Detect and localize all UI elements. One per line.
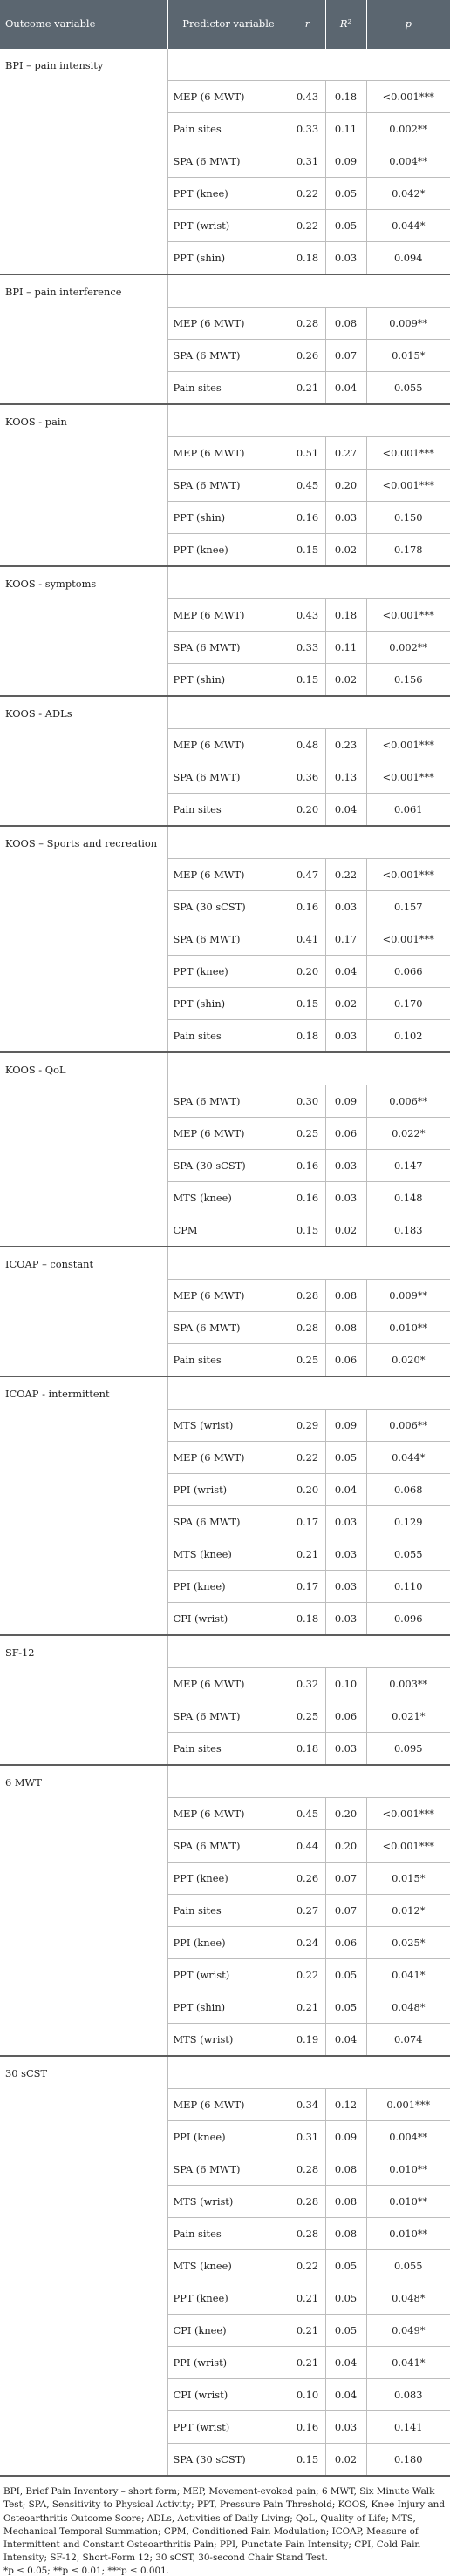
r-cell: 0.41 [290,923,325,956]
predictor-cell: SPA (6 MWT) [167,1830,290,1863]
predictor-cell: PPI (wrist) [167,2347,290,2379]
p-cell: 0.009** [366,1280,450,1312]
p-cell: 0.178 [366,534,450,567]
p-cell: 0.021* [366,1700,450,1733]
r-cell: 0.20 [290,794,325,827]
r-cell: 0.16 [290,1182,325,1214]
predictor-cell: Pain sites [167,1344,290,1377]
group-heading-spacer [167,1765,450,1798]
r2-cell: 0.17 [325,923,366,956]
r-cell: 0.16 [290,1150,325,1182]
footnote-significance: *p ≤ 0.05; **p ≤ 0.01; ***p ≤ 0.001. [3,2565,169,2576]
r2-cell: 0.07 [325,1895,366,1927]
r-cell: 0.28 [290,2153,325,2186]
predictor-cell: Pain sites [167,1895,290,1927]
predictor-cell: SPA (30 sCST) [167,2444,290,2477]
group-heading-row [0,404,450,437]
p-cell: 0.004** [366,145,450,178]
r-cell: 0.18 [290,1603,325,1636]
r2-cell: 0.04 [325,2347,366,2379]
r2-cell: 0.03 [325,1182,366,1214]
r2-cell: 0.05 [325,1959,366,1991]
r2-cell: 0.06 [325,1700,366,1733]
predictor-cell: Pain sites [167,372,290,405]
r-cell: 0.16 [290,502,325,534]
predictor-cell: Pain sites [167,794,290,827]
r-cell: 0.27 [290,1895,325,1927]
r2-cell: 0.08 [325,2153,366,2186]
r2-cell: 0.08 [325,308,366,340]
p-cell: 0.010** [366,1312,450,1344]
r-cell: 0.16 [290,891,325,923]
p-cell: 0.022* [366,1118,450,1150]
predictor-cell: PPI (knee) [167,2121,290,2153]
r-cell: 0.22 [290,210,325,242]
r-cell: 0.15 [290,1214,325,1247]
r2-cell: 0.18 [325,599,366,632]
r-cell: 0.26 [290,1863,325,1895]
predictor-cell: MEP (6 MWT) [167,1442,290,1474]
r2-cell: 0.04 [325,956,366,988]
predictor-cell: Pain sites [167,1733,290,1766]
predictor-cell: SPA (6 MWT) [167,145,290,178]
predictor-cell: SPA (6 MWT) [167,923,290,956]
r-cell: 0.20 [290,1474,325,1506]
r-cell: 0.18 [290,242,325,275]
p-cell: 0.010** [366,2218,450,2250]
r2-cell: 0.03 [325,1506,366,1538]
r2-cell: 0.03 [325,502,366,534]
r-cell: 0.36 [290,761,325,794]
r-cell: 0.16 [290,2411,325,2444]
r-cell: 0.31 [290,2121,325,2153]
r-cell: 0.20 [290,956,325,988]
r-cell: 0.44 [290,1830,325,1863]
outcome-cell: 6 MWT [0,1765,167,2056]
r2-cell: 0.03 [325,1538,366,1571]
p-cell: 0.102 [366,1020,450,1053]
r2-cell: 0.05 [325,2250,366,2282]
group-heading-row [0,696,450,729]
r2-cell: 0.09 [325,145,366,178]
predictor-cell: MTS (knee) [167,2250,290,2282]
r-cell: 0.21 [290,372,325,405]
r-cell: 0.17 [290,1506,325,1538]
r2-cell: 0.05 [325,2315,366,2347]
p-cell: 0.041* [366,1959,450,1991]
r2-cell: 0.03 [325,891,366,923]
r2-cell: 0.04 [325,372,366,405]
r2-cell: 0.11 [325,113,366,145]
p-cell: 0.170 [366,988,450,1020]
p-cell: 0.006** [366,1085,450,1118]
p-cell: 0.020* [366,1344,450,1377]
r-cell: 0.43 [290,599,325,632]
r2-cell: 0.02 [325,1214,366,1247]
predictor-cell: SPA (30 sCST) [167,891,290,923]
r-cell: 0.43 [290,81,325,113]
r-cell: 0.34 [290,2089,325,2121]
r2-cell: 0.04 [325,2024,366,2057]
group-heading-spacer [167,2056,450,2089]
p-cell: 0.009** [366,308,450,340]
group-heading-row [0,2056,450,2089]
predictor-cell: SPA (6 MWT) [167,1312,290,1344]
predictor-cell: PPT (knee) [167,2282,290,2315]
predictor-cell: CPI (wrist) [167,2379,290,2411]
r2-cell: 0.10 [325,1668,366,1700]
predictor-cell: PPT (wrist) [167,210,290,242]
predictor-cell: Pain sites [167,2218,290,2250]
p-cell: 0.010** [366,2186,450,2218]
r2-cell: 0.06 [325,1927,366,1959]
p-cell: <0.001*** [366,859,450,891]
p-cell: <0.001*** [366,1798,450,1830]
r2-cell: 0.13 [325,761,366,794]
group-heading-row [0,274,450,308]
predictor-cell: MEP (6 MWT) [167,1118,290,1150]
predictor-cell: PPI (knee) [167,1927,290,1959]
predictor-cell: MEP (6 MWT) [167,1798,290,1830]
header-r2: R² [325,0,366,49]
predictor-cell: SPA (30 sCST) [167,1150,290,1182]
p-cell: 0.048* [366,1991,450,2024]
r-cell: 0.31 [290,145,325,178]
outcome-cell: KOOS - QoL [0,1052,167,1247]
r2-cell: 0.06 [325,1344,366,1377]
group-heading-row [0,49,450,81]
r-cell: 0.15 [290,2444,325,2477]
r2-cell: 0.06 [325,1118,366,1150]
predictor-cell: SPA (6 MWT) [167,1700,290,1733]
header-predictor: Predictor variable [167,0,290,49]
p-cell: 0.044* [366,1442,450,1474]
p-cell: 0.041* [366,2347,450,2379]
r-cell: 0.22 [290,1959,325,1991]
r-cell: 0.25 [290,1700,325,1733]
r-cell: 0.48 [290,729,325,761]
r2-cell: 0.08 [325,2186,366,2218]
r2-cell: 0.08 [325,2218,366,2250]
outcome-cell: KOOS - ADLs [0,696,167,826]
p-cell: 0.003** [366,1668,450,1700]
outcome-cell: SF-12 [0,1635,167,1765]
p-cell: 0.150 [366,502,450,534]
p-cell: 0.015* [366,340,450,372]
p-cell: 0.044* [366,210,450,242]
r-cell: 0.22 [290,178,325,210]
r2-cell: 0.09 [325,2121,366,2153]
p-cell: 0.068 [366,1474,450,1506]
r2-cell: 0.03 [325,1571,366,1603]
p-cell: 0.001*** [366,2089,450,2121]
r2-cell: 0.20 [325,1830,366,1863]
predictor-cell: PPI (wrist) [167,1474,290,1506]
r-cell: 0.10 [290,2379,325,2411]
r-cell: 0.18 [290,1733,325,1766]
predictor-cell: SPA (6 MWT) [167,632,290,664]
p-cell: 0.055 [366,2250,450,2282]
predictor-cell: PPT (shin) [167,664,290,697]
predictor-cell: Pain sites [167,113,290,145]
predictor-cell: SPA (6 MWT) [167,1085,290,1118]
group-heading-row [0,1765,450,1798]
r2-cell: 0.23 [325,729,366,761]
predictor-cell: MEP (6 MWT) [167,308,290,340]
header-r: r [290,0,325,49]
r2-cell: 0.03 [325,1733,366,1766]
p-cell: 0.148 [366,1182,450,1214]
r2-cell: 0.22 [325,859,366,891]
predictor-cell: PPT (knee) [167,534,290,567]
p-cell: <0.001*** [366,1830,450,1863]
r-cell: 0.21 [290,2282,325,2315]
outcome-cell: 30 sCST [0,2056,167,2476]
predictor-cell: MEP (6 MWT) [167,437,290,470]
r2-cell: 0.11 [325,632,366,664]
outcome-cell: BPI – pain interference [0,274,167,404]
r2-cell: 0.05 [325,178,366,210]
r2-cell: 0.03 [325,1150,366,1182]
outcome-cell: ICOAP – constant [0,1247,167,1376]
predictor-cell: MEP (6 MWT) [167,2089,290,2121]
group-heading-spacer [167,49,450,81]
r-cell: 0.19 [290,2024,325,2057]
predictor-cell: PPT (shin) [167,502,290,534]
p-cell: 0.006** [366,1410,450,1442]
p-cell: <0.001*** [366,81,450,113]
r2-cell: 0.18 [325,81,366,113]
r-cell: 0.22 [290,2250,325,2282]
r2-cell: 0.03 [325,1603,366,1636]
p-cell: <0.001*** [366,729,450,761]
r-cell: 0.29 [290,1410,325,1442]
r-cell: 0.25 [290,1344,325,1377]
p-cell: 0.004** [366,2121,450,2153]
p-cell: 0.025* [366,1927,450,1959]
r2-cell: 0.27 [325,437,366,470]
p-cell: 0.147 [366,1150,450,1182]
group-heading-spacer [167,1376,450,1410]
predictor-cell: MTS (knee) [167,1182,290,1214]
p-cell: 0.095 [366,1733,450,1766]
r2-cell: 0.20 [325,1798,366,1830]
predictor-cell: PPT (knee) [167,1863,290,1895]
r2-cell: 0.20 [325,470,366,502]
p-cell: 0.094 [366,242,450,275]
p-cell: <0.001*** [366,761,450,794]
r-cell: 0.18 [290,1020,325,1053]
predictor-cell: MTS (wrist) [167,2186,290,2218]
r2-cell: 0.08 [325,1280,366,1312]
r-cell: 0.28 [290,308,325,340]
predictor-cell: MEP (6 MWT) [167,1668,290,1700]
r2-cell: 0.05 [325,1442,366,1474]
predictor-cell: MEP (6 MWT) [167,729,290,761]
r-cell: 0.45 [290,470,325,502]
r2-cell: 0.09 [325,1410,366,1442]
group-heading-row [0,1247,450,1280]
predictor-cell: PPT (shin) [167,242,290,275]
r-cell: 0.28 [290,1280,325,1312]
outcome-cell: KOOS - pain [0,404,167,566]
p-cell: 0.002** [366,632,450,664]
outcome-cell: KOOS – Sports and recreation [0,826,167,1052]
predictor-cell: MEP (6 MWT) [167,599,290,632]
r2-cell: 0.04 [325,2379,366,2411]
r2-cell: 0.05 [325,1991,366,2024]
p-cell: <0.001*** [366,923,450,956]
group-heading-spacer [167,1247,450,1280]
group-heading-row [0,1376,450,1410]
r-cell: 0.32 [290,1668,325,1700]
r-cell: 0.17 [290,1571,325,1603]
predictor-cell: CPM [167,1214,290,1247]
header-p: p [366,0,450,49]
p-cell: 0.061 [366,794,450,827]
group-heading-spacer [167,1052,450,1085]
r2-cell: 0.02 [325,534,366,567]
p-cell: 0.010** [366,2153,450,2186]
r-cell: 0.33 [290,113,325,145]
group-heading-row [0,1052,450,1085]
r2-cell: 0.05 [325,210,366,242]
r-cell: 0.26 [290,340,325,372]
predictor-cell: SPA (6 MWT) [167,1506,290,1538]
r-cell: 0.28 [290,1312,325,1344]
r-cell: 0.21 [290,2347,325,2379]
table-body [0,49,450,2476]
predictor-cell: PPI (knee) [167,1571,290,1603]
predictor-cell: MTS (knee) [167,1538,290,1571]
p-cell: 0.083 [366,2379,450,2411]
predictor-cell: Pain sites [167,1020,290,1053]
r-cell: 0.15 [290,534,325,567]
r2-cell: 0.04 [325,1474,366,1506]
p-cell: 0.055 [366,1538,450,1571]
p-cell: 0.002** [366,113,450,145]
p-cell: 0.096 [366,1603,450,1636]
r2-cell: 0.09 [325,1085,366,1118]
r-cell: 0.51 [290,437,325,470]
r-cell: 0.21 [290,2315,325,2347]
predictor-cell: PPT (shin) [167,1991,290,2024]
predictor-cell: CPI (wrist) [167,1603,290,1636]
r-cell: 0.21 [290,1538,325,1571]
predictor-cell: CPI (knee) [167,2315,290,2347]
p-cell: 0.074 [366,2024,450,2057]
r2-cell: 0.03 [325,2411,366,2444]
outcome-cell: ICOAP - intermittent [0,1376,167,1635]
predictor-cell: PPT (knee) [167,178,290,210]
r2-cell: 0.07 [325,1863,366,1895]
r-cell: 0.15 [290,664,325,697]
p-cell: 0.110 [366,1571,450,1603]
p-cell: 0.157 [366,891,450,923]
group-heading-row [0,1635,450,1668]
predictor-cell: SPA (6 MWT) [167,2153,290,2186]
predictor-cell: PPT (wrist) [167,2411,290,2444]
p-cell: 0.156 [366,664,450,697]
r2-cell: 0.02 [325,988,366,1020]
p-cell: <0.001*** [366,437,450,470]
group-heading-row [0,566,450,599]
predictor-cell: MEP (6 MWT) [167,81,290,113]
r2-cell: 0.04 [325,794,366,827]
group-heading-spacer [167,1635,450,1668]
r2-cell: 0.02 [325,664,366,697]
p-cell: 0.048* [366,2282,450,2315]
predictor-cell: PPT (knee) [167,956,290,988]
r2-cell: 0.03 [325,1020,366,1053]
p-cell: 0.055 [366,372,450,405]
p-cell: 0.012* [366,1895,450,1927]
r2-cell: 0.02 [325,2444,366,2477]
p-cell: 0.049* [366,2315,450,2347]
predictor-cell: PPT (shin) [167,988,290,1020]
predictor-cell: SPA (6 MWT) [167,761,290,794]
p-cell: <0.001*** [366,470,450,502]
r2-cell: 0.08 [325,1312,366,1344]
r-cell: 0.22 [290,1442,325,1474]
p-cell: 0.066 [366,956,450,988]
group-heading-spacer [167,404,450,437]
outcome-cell: KOOS - symptoms [0,566,167,696]
group-heading-row [0,826,450,859]
footnote-abbreviations: BPI, Brief Pain Inventory – short form; MEP, Movement-evoked pain; 6 MWT, Six Minute Walk Test; SPA, Sensitivity to Physical Activity; PPT, Pressure Pain Threshold; KOOS, Knee Injury and Osteoarthritis Outcome Score; ADLs, Activities of Daily Living; QoL, Quality of Life; MTS, Mechanical Temporal Summation; CPM, Conditioned Pain Modulation; ICOAP, Measure of Intermittent and Constant Osteoarthritis Pain; PPI, Punctate Pain Intensity; CPI, Cold Pain Intensity; SF-12, Short-Form 12; 30 sCST, 30-second Chair Stand Test. [3,2486,445,2564]
group-heading-spacer [167,566,450,599]
p-cell: 0.015* [366,1863,450,1895]
outcome-cell: BPI – pain intensity [0,49,167,274]
r2-cell: 0.03 [325,242,366,275]
r-cell: 0.28 [290,2186,325,2218]
p-cell: 0.042* [366,178,450,210]
r-cell: 0.15 [290,988,325,1020]
r2-cell: 0.07 [325,340,366,372]
predictor-cell: MTS (wrist) [167,2024,290,2057]
r-cell: 0.24 [290,1927,325,1959]
group-heading-spacer [167,826,450,859]
r-cell: 0.28 [290,2218,325,2250]
p-cell: 0.183 [366,1214,450,1247]
predictor-cell: MTS (wrist) [167,1410,290,1442]
group-heading-spacer [167,274,450,308]
table-header-row [0,0,450,49]
header-outcome: Outcome variable [0,0,167,49]
p-cell: 0.141 [366,2411,450,2444]
r-cell: 0.33 [290,632,325,664]
predictor-cell: SPA (6 MWT) [167,470,290,502]
p-cell: 0.180 [366,2444,450,2477]
r-cell: 0.30 [290,1085,325,1118]
predictor-cell: MEP (6 MWT) [167,1280,290,1312]
predictor-cell: PPT (wrist) [167,1959,290,1991]
p-cell: <0.001*** [366,599,450,632]
r-cell: 0.25 [290,1118,325,1150]
r-cell: 0.21 [290,1991,325,2024]
r-cell: 0.45 [290,1798,325,1830]
p-cell: 0.129 [366,1506,450,1538]
predictor-cell: MEP (6 MWT) [167,859,290,891]
predictor-cell: SPA (6 MWT) [167,340,290,372]
r-cell: 0.47 [290,859,325,891]
r2-cell: 0.12 [325,2089,366,2121]
group-heading-spacer [167,696,450,729]
r2-cell: 0.05 [325,2282,366,2315]
